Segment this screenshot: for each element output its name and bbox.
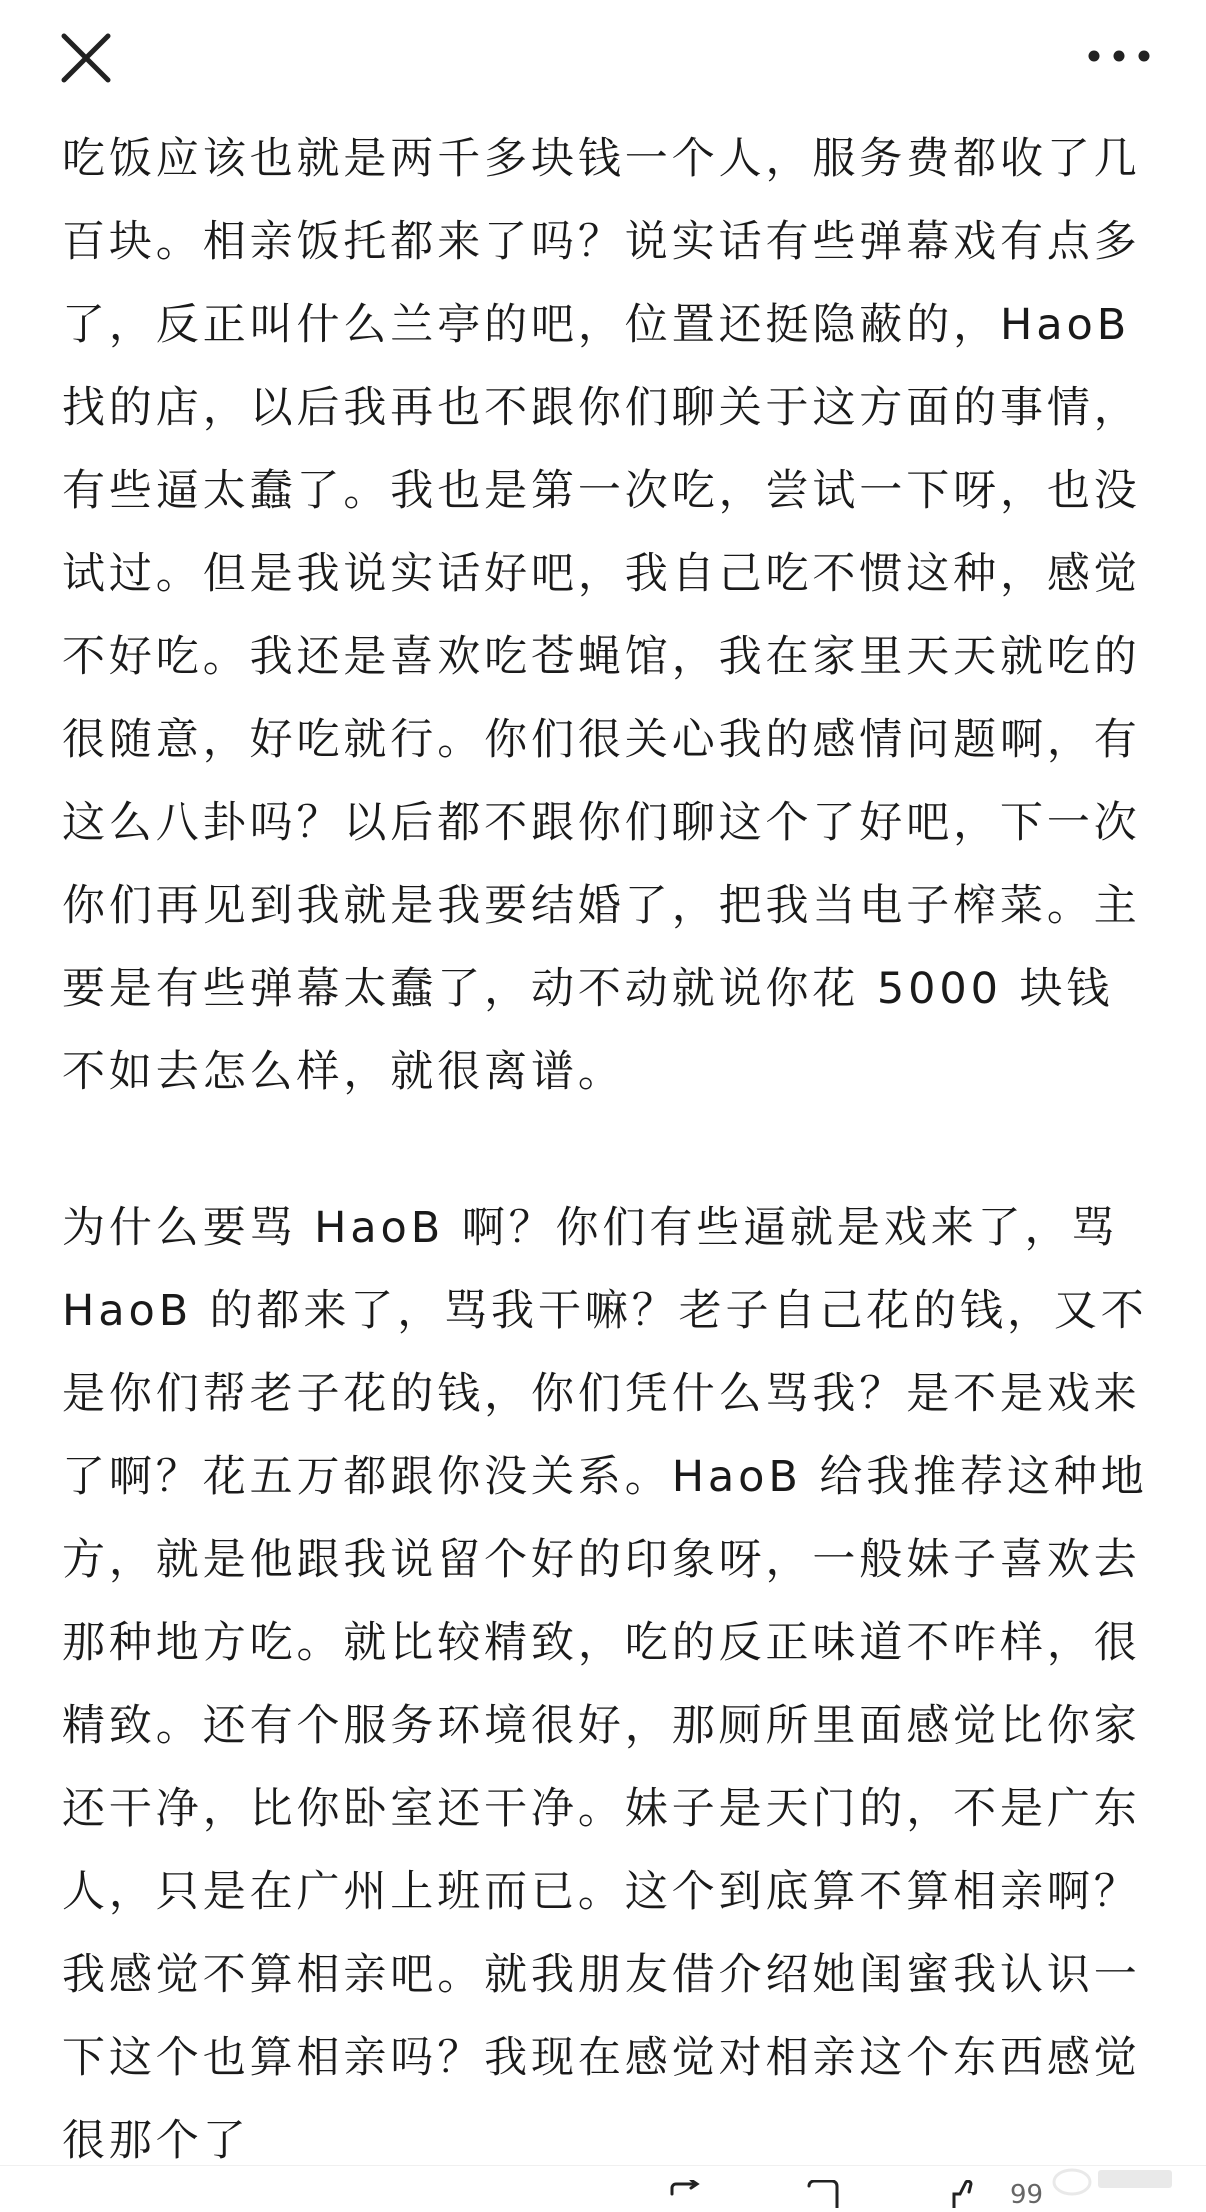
top-bar — [0, 0, 1206, 115]
repost-button[interactable] — [668, 2180, 702, 2212]
article-paragraph: 为什么要骂 HaoB 啊？你们有些逼就是戏来了，骂 HaoB 的都来了，骂我干嘛？老子自己花的钱，又不是你们帮老子花的钱，你们凭什么骂我？是不是戏来了啊？花五万都跟你没关系。HaoB 给我推荐这种地方，就是他跟我说留个好的印象呀，一般妹子喜欢去那种地方吃。就比较精致，吃的反正味道不咋样，很精致。还有个服务环境很好，那厕所里面感觉比你家还干净，比你卧室还干净。妹子是天门的，不是广东人，只是在广州上班而已。这个到底算不算相亲啊？我感觉不算相亲吧。就我朋友借介绍她闺蜜我认识一下这个也算相亲吗？我现在感觉对相亲这个东西感觉很那个了 — [62, 1203, 1148, 2166]
comment-button[interactable] — [806, 2180, 840, 2212]
like-icon — [950, 2180, 984, 2208]
like-count: 99 — [1010, 2180, 1044, 2210]
weibo-watermark-icon — [1050, 2158, 1180, 2198]
article-body — [62, 118, 1150, 2183]
more-options-button[interactable] — [1084, 32, 1154, 80]
action-bar — [0, 2165, 1206, 2208]
comment-icon — [806, 2180, 840, 2208]
watermark-logo — [1050, 2158, 1180, 2198]
more-dots-icon — [1084, 32, 1154, 80]
close-icon — [58, 30, 114, 86]
repost-icon — [668, 2180, 702, 2208]
like-button[interactable] — [950, 2180, 984, 2212]
article-paragraph: 吃饭应该也就是两千多块钱一个人，服务费都收了几百块。相亲饭托都来了吗？说实话有些弹幕戏有点多了，反正叫什么兰亭的吧，位置还挺隐蔽的，HaoB 找的店，以后我再也不跟你们聊关于这方面的事情，有些逼太蠢了。我也是第一次吃，尝试一下呀，也没试过。但是我说实话好吧，我自己吃不惯这种，感觉不好吃。我还是喜欢吃苍蝇馆，我在家里天天就吃的很随意，好吃就行。你们很关心我的感情问题啊，有这么八卦吗？以后都不跟你们聊这个了好吧，下一次你们再见到我就是我要结婚了，把我当电子榨菜。主要是有些弹幕太蠢了，动不动就说你花 5000 块钱不如去怎么样，就很离谱。 — [62, 134, 1141, 1097]
close-button[interactable] — [58, 30, 114, 86]
